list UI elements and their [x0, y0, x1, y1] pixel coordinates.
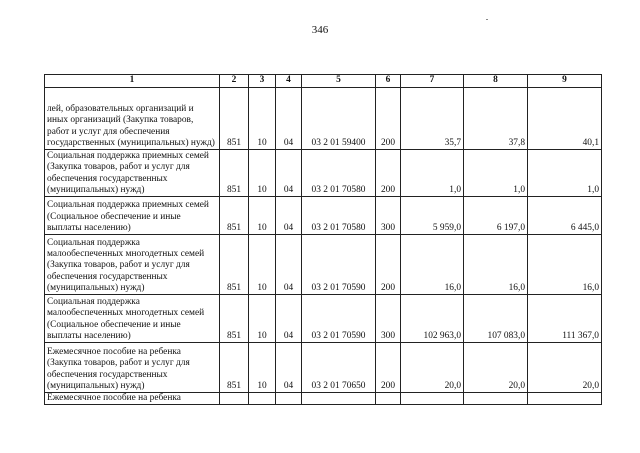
scan-speck	[486, 19, 488, 20]
target-article-code: 03 2 01 70590	[302, 235, 376, 295]
expense-type-code: 200	[376, 343, 401, 393]
header-cell: 2	[220, 75, 249, 88]
row-description: Социальная поддержка приемных семей (Закупка товаров, работ и услуг для обеспечения государственных (муниципальных) нужд)	[45, 150, 220, 197]
header-cell: 4	[276, 75, 302, 88]
ministry-code: 851	[220, 343, 249, 393]
header-cell: 5	[302, 75, 376, 88]
table-row	[45, 88, 602, 150]
amount-year-3: 111 367,0	[528, 295, 602, 343]
budget-table	[44, 74, 602, 405]
row-description: Социальная поддержка приемных семей (Социальное обеспечение и иные выплаты населению)	[45, 197, 220, 235]
amount-year-1: 1,0	[401, 150, 464, 197]
amount-year-3: 6 445,0	[528, 197, 602, 235]
target-article-code: 03 2 01 59400	[302, 88, 376, 150]
section-code: 10	[249, 235, 276, 295]
expense-type-code: 200	[376, 150, 401, 197]
header-cell: 7	[401, 75, 464, 88]
table-row	[45, 150, 602, 197]
amount-year-2: 1,0	[464, 150, 528, 197]
amount-year-3	[528, 393, 602, 405]
amount-year-1: 20,0	[401, 343, 464, 393]
section-code	[249, 393, 276, 405]
amount-year-1: 35,7	[401, 88, 464, 150]
expense-type-code: 300	[376, 197, 401, 235]
amount-year-1: 16,0	[401, 235, 464, 295]
target-article-code: 03 2 01 70650	[302, 343, 376, 393]
ministry-code: 851	[220, 150, 249, 197]
amount-year-1: 5 959,0	[401, 197, 464, 235]
target-article-code: 03 2 01 70590	[302, 295, 376, 343]
section-code: 10	[249, 295, 276, 343]
amount-year-3: 16,0	[528, 235, 602, 295]
header-cell: 9	[528, 75, 602, 88]
header-row	[45, 75, 602, 88]
table-row	[45, 393, 602, 405]
target-article-code: 03 2 01 70580	[302, 197, 376, 235]
amount-year-1	[401, 393, 464, 405]
header-cell: 3	[249, 75, 276, 88]
ministry-code: 851	[220, 295, 249, 343]
table-row	[45, 343, 602, 393]
section-code: 10	[249, 150, 276, 197]
subsection-code: 04	[276, 235, 302, 295]
ministry-code: 851	[220, 197, 249, 235]
amount-year-3: 20,0	[528, 343, 602, 393]
row-description: Социальная поддержка малообеспеченных многодетных семей (Социальное обеспечение и иные выплаты населению)	[45, 295, 220, 343]
subsection-code: 04	[276, 295, 302, 343]
amount-year-1: 102 963,0	[401, 295, 464, 343]
row-description: Ежемесячное пособие на ребенка	[45, 393, 220, 405]
amount-year-2	[464, 393, 528, 405]
amount-year-3: 40,1	[528, 88, 602, 150]
row-description: Ежемесячное пособие на ребенка (Закупка товаров, работ и услуг для обеспечения государственных (муниципальных) нужд)	[45, 343, 220, 393]
header-cell: 8	[464, 75, 528, 88]
amount-year-2: 16,0	[464, 235, 528, 295]
table-row	[45, 235, 602, 295]
table-row	[45, 295, 602, 343]
amount-year-3: 1,0	[528, 150, 602, 197]
subsection-code: 04	[276, 197, 302, 235]
row-description: Социальная поддержка малообеспеченных многодетных семей (Закупка товаров, работ и услуг для обеспечения государственных (муниципальных) нужд)	[45, 235, 220, 295]
row-description: лей, образовательных организаций и иных организаций (Закупка товаров, работ и услуг для обеспечения государственных (муниципальных) нужд)	[45, 88, 220, 150]
subsection-code: 04	[276, 88, 302, 150]
ministry-code: 851	[220, 88, 249, 150]
amount-year-2: 107 083,0	[464, 295, 528, 343]
ministry-code	[220, 393, 249, 405]
ministry-code: 851	[220, 235, 249, 295]
header-cell: 1	[45, 75, 220, 88]
amount-year-2: 20,0	[464, 343, 528, 393]
subsection-code	[276, 393, 302, 405]
amount-year-2: 37,8	[464, 88, 528, 150]
section-code: 10	[249, 343, 276, 393]
section-code: 10	[249, 197, 276, 235]
amount-year-2: 6 197,0	[464, 197, 528, 235]
table-row	[45, 197, 602, 235]
subsection-code: 04	[276, 343, 302, 393]
expense-type-code: 200	[376, 88, 401, 150]
target-article-code: 03 2 01 70580	[302, 150, 376, 197]
expense-type-code: 200	[376, 235, 401, 295]
page-number: 346	[311, 24, 329, 36]
target-article-code	[302, 393, 376, 405]
section-code: 10	[249, 88, 276, 150]
expense-type-code	[376, 393, 401, 405]
expense-type-code: 300	[376, 295, 401, 343]
header-cell: 6	[376, 75, 401, 88]
subsection-code: 04	[276, 150, 302, 197]
